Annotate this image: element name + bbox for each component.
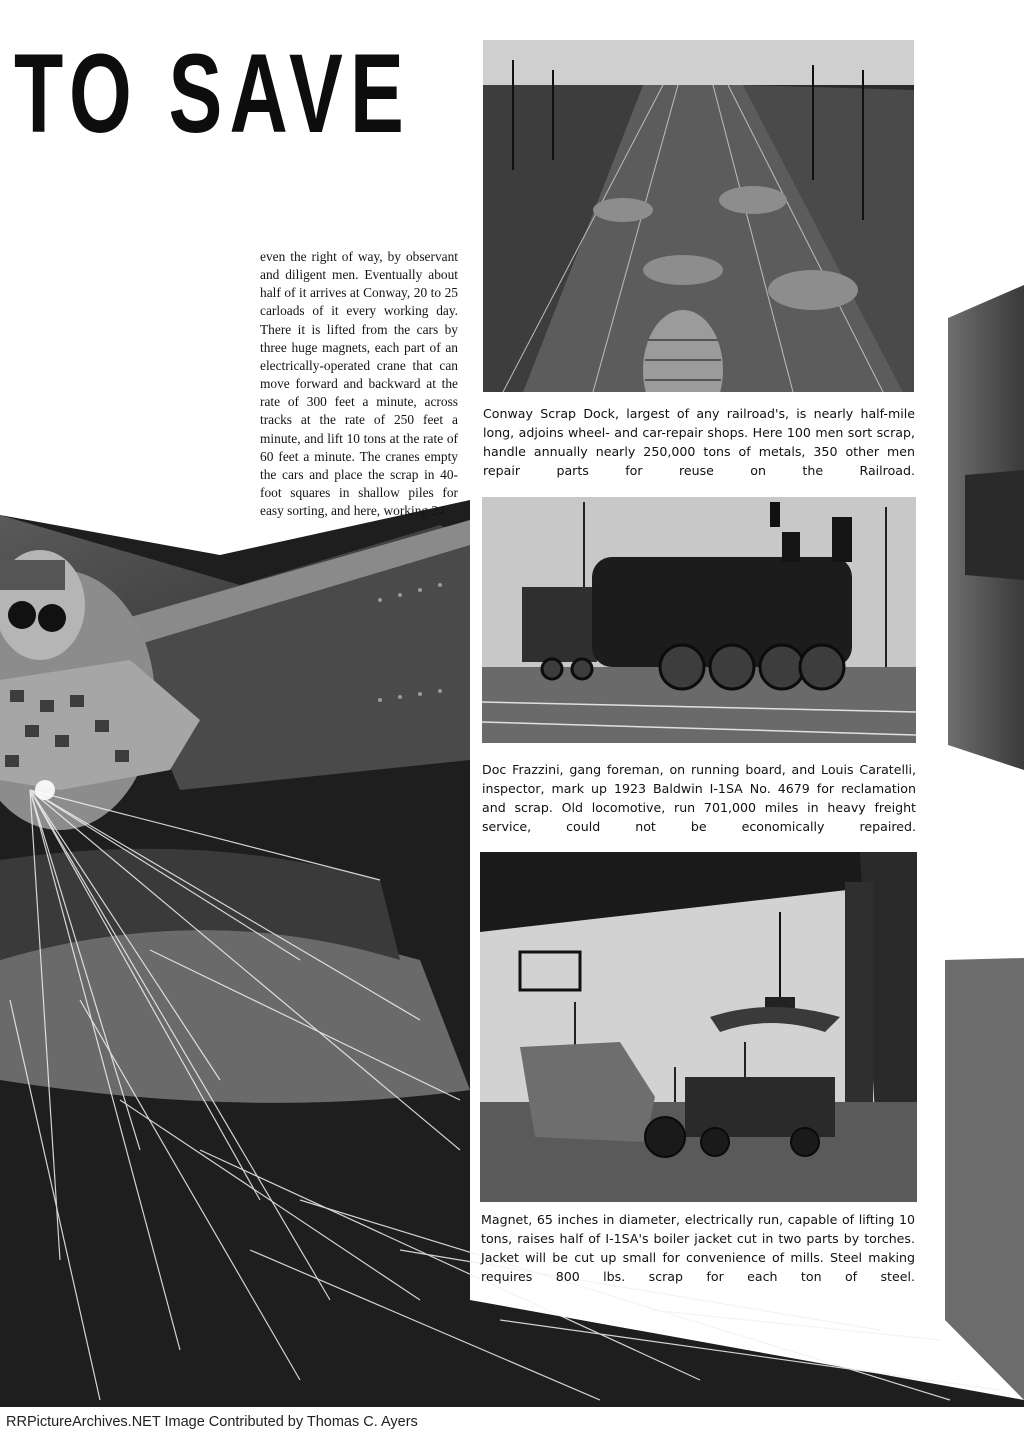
body-text: even the right of way, by observant and diligent men. Eventually about half of it arrives at Conway, 20 to 25 carloads of it every working day. There it is lifted from the cars by three huge magnets, each part of an electrically-operated crane that can move forward and backward at the rate of 300 feet a minute, across tracks at the rate of 250 feet a minute, and lift 10 tons at the rate of 60 feet a minute. The cranes empty the cars and place the scrap in 40-foot squares in shallow piles for easy sorting, and here, working 24 (260, 249, 458, 519)
caption-locomotive: Doc Frazzini, gang foreman, on running board, and Louis Caratelli, inspector, mark up 1923 Baldwin I-1SA No. 4679 for reclamation and scrap. Old locomotive, run 701,000 miles in heavy freight service, could not be economically repaired. (482, 762, 916, 834)
caption-magnet-crane: Magnet, 65 inches in diameter, electrically run, capable of lifting 10 tons, raises half of I-1SA's boiler jacket cut in two parts by torches. Jacket will be cut up small for convenience of mills. Steel making requires 800 lbs. scrap for each ton of steel. (481, 1212, 915, 1284)
photo-scrap-dock (483, 40, 914, 392)
steel-piece-right-lower (945, 958, 1024, 1400)
photo-locomotive (482, 497, 916, 743)
caption-scrap-dock: Conway Scrap Dock, largest of any railroad's, is nearly half-mile long, adjoins wheel- and car-repair shops. Here 100 men sort scrap, handle annually nearly 250,000 tons of metals, 350 other men repair parts for reuse on the Railroad. (483, 406, 915, 478)
photo-magnet-crane (480, 852, 917, 1202)
scrap-cylinder (0, 930, 470, 1103)
headline: TO SAVE (14, 31, 411, 156)
image-credit: RRPictureArchives.NET Image Contributed by Thomas C. Ayers (0, 1407, 1024, 1437)
welder-goggles (8, 601, 36, 629)
